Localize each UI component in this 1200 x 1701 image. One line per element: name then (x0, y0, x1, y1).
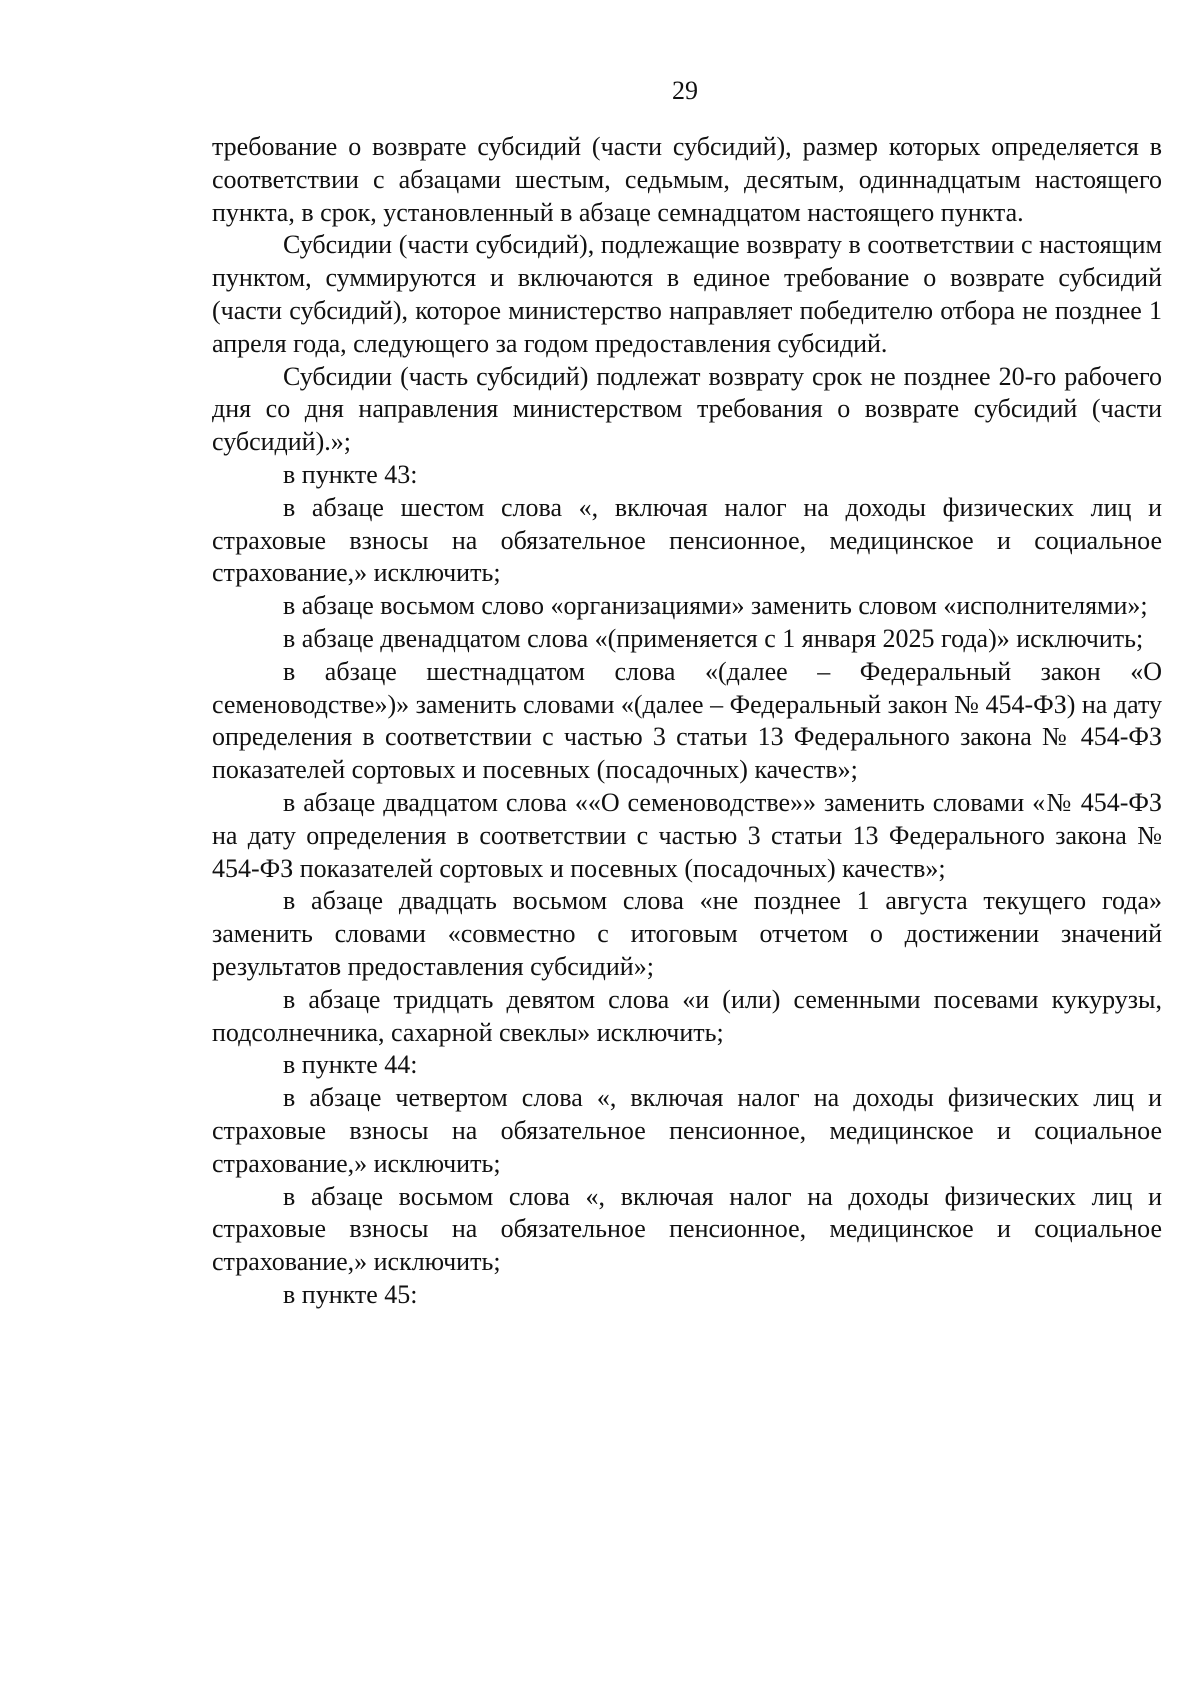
paragraph: в абзаце восьмом слово «организациями» заменить словом «исполнителями»; (283, 591, 1148, 621)
paragraph: в абзаце шестнадцатом слова «(далее – Федеральный закон «О семеноводстве»)» заменить словами «(далее – Федеральный закон № 454-ФЗ) на дату определения в соответствии с частью 3 статьи 13 Федерального закона № 454-ФЗ показателей сортовых и посевных (посадочных) качеств»; (212, 656, 1162, 785)
paragraph: Субсидии (часть субсидий) подлежат возврату срок не позднее 20-го рабочего дня со дня направления министерством требования о возврате субсидий (части субсидий).»; (212, 361, 1162, 457)
paragraph: требование о возврате субсидий (части субсидий), размер которых определяется в соответствии с абзацами шестым, седьмым, десятым, одиннадцатым настоящего пункта, в срок, установленный в абзаце семнадцатом настоящего пункта. (212, 132, 1162, 227)
paragraph: в абзаце четвертом слова «, включая налог на доходы физических лиц и страховые взносы на обязательное пенсионное, медицинское и социальное страхование,» исключить; (212, 1083, 1162, 1178)
paragraph: в абзаце двенадцатом слова «(применяется с 1 января 2025 года)» исключить; (283, 623, 1144, 653)
paragraph: в пункте 43: (283, 459, 418, 489)
paragraph: в абзаце тридцать девятом слова «и (или) семенными посевами кукурузы, подсолнечника, сахарной свеклы» исключить; (212, 984, 1162, 1047)
paragraph: Субсидии (части субсидий), подлежащие возврату в соответствии с настоящим пунктом, суммируются и включаются в единое требование о возврате субсидий (части субсидий), которое министерство направляет победителю отбора не позднее 1 апреля года, следующего за годом предоставления субсидий. (212, 230, 1162, 358)
paragraph: в пункте 44: (283, 1050, 418, 1080)
paragraph: в абзаце двадцатом слова ««О семеноводстве»» заменить словами «№ 454-ФЗ на дату определения в соответствии с частью 3 статьи 13 Федерального закона № 454-ФЗ показателей сортовых и посевных (посадочных) качеств»; (212, 787, 1162, 883)
paragraph: в абзаце двадцать восьмом слова «не позднее 1 августа текущего года» заменить словами «совместно с итоговым отчетом о достижении значений результатов предоставления субсидий»; (212, 886, 1162, 981)
paragraph: в абзаце восьмом слова «, включая налог на доходы физических лиц и страховые взносы на обязательное пенсионное, медицинское и социальное страхование,» исключить; (212, 1181, 1162, 1277)
page-number: 29 (672, 76, 698, 105)
paragraph: в пункте 45: (283, 1279, 418, 1309)
document-body (212, 131, 1162, 1312)
paragraph: в абзаце шестом слова «, включая налог на доходы физических лиц и страховые взносы на обязательное пенсионное, медицинское и социальное страхование,» исключить; (212, 492, 1162, 588)
